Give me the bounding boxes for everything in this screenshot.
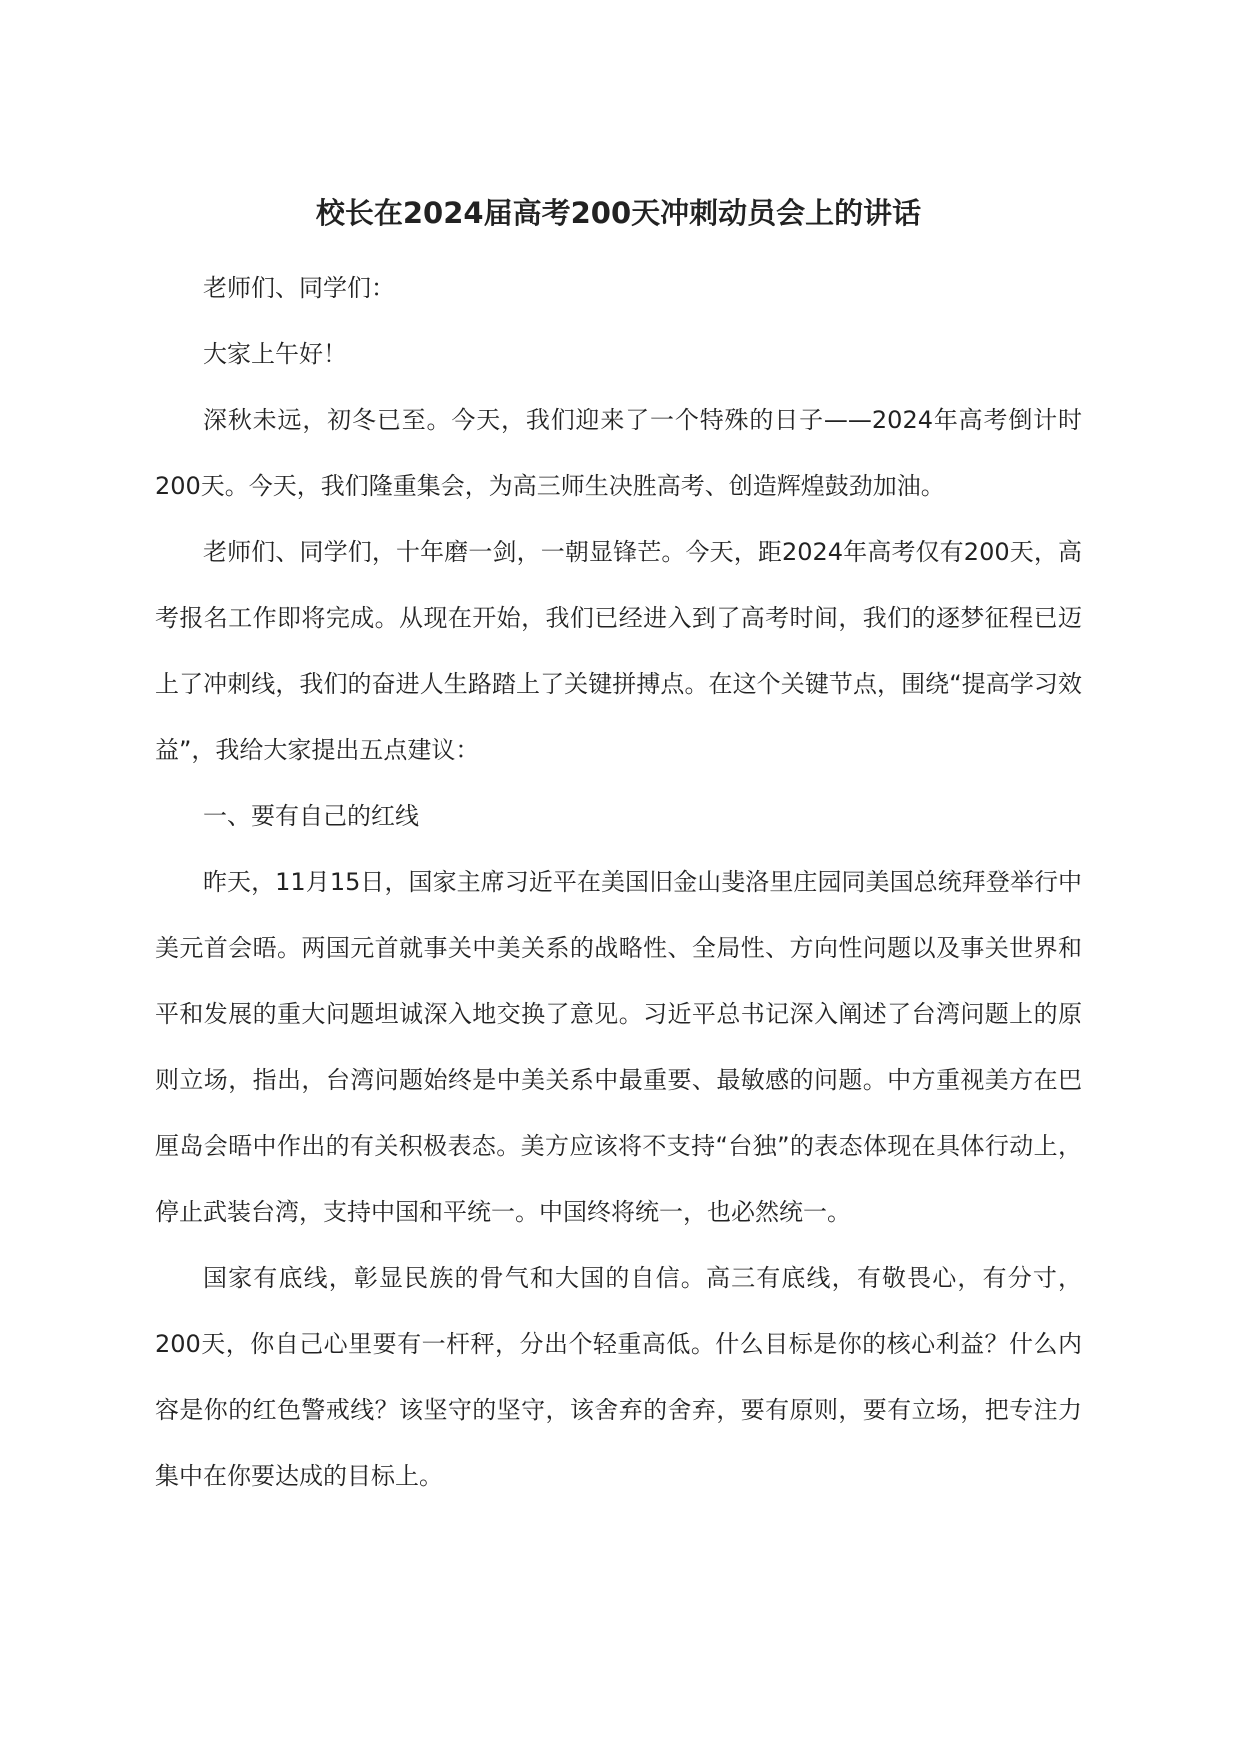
paragraph-greeting: 大家上午好！ — [203, 340, 347, 368]
section-heading-1: 一、要有自己的红线 — [203, 802, 419, 830]
document-body — [155, 188, 1082, 1509]
paragraph-bottom-line: 国家有底线，彰显民族的骨气和大国的自信。高三有底线，有敬畏心，有分寸，200天，你自己心里要有一杆秤，分出个轻重高低。什么目标是你的核心利益？什么内容是你的红色警戒线？该坚守的坚守，该舍弃的舍弃，要有原则，要有立场，把专注力集中在你要达成的目标上。 — [155, 1264, 1082, 1490]
paragraph-intro: 深秋未远，初冬已至。今天，我们迎来了一个特殊的日子——2024年高考倒计时200天。今天，我们隆重集会，为高三师生决胜高考、创造辉煌鼓劲加油。 — [155, 406, 1082, 500]
paragraph-suggestions-intro: 老师们、同学们，十年磨一剑，一朝显锋芒。今天，距2024年高考仅有200天，高考报名工作即将完成。从现在开始，我们已经进入到了高考时间，我们的逐梦征程已迈上了冲刺线，我们的奋进人生路踏上了关键拼搏点。在这个关键节点，围绕“提高学习效益”，我给大家提出五点建议： — [155, 538, 1082, 764]
document-title: 校长在2024届高考200天冲刺动员会上的讲话 — [315, 196, 922, 230]
paragraph-salutation: 老师们、同学们： — [203, 274, 395, 302]
paragraph-summit: 昨天，11月15日，国家主席习近平在美国旧金山斐洛里庄园同美国总统拜登举行中美元首会晤。两国元首就事关中美关系的战略性、全局性、方向性问题以及事关世界和平和发展的重大问题坦诚深入地交换了意见。习近平总书记深入阐述了台湾问题上的原则立场，指出，台湾问题始终是中美关系中最重要、最敏感的问题。中方重视美方在巴厘岛会晤中作出的有关积极表态。美方应该将不支持“台独”的表态体现在具体行动上，停止武装台湾，支持中国和平统一。中国终将统一，也必然统一。 — [155, 868, 1082, 1226]
